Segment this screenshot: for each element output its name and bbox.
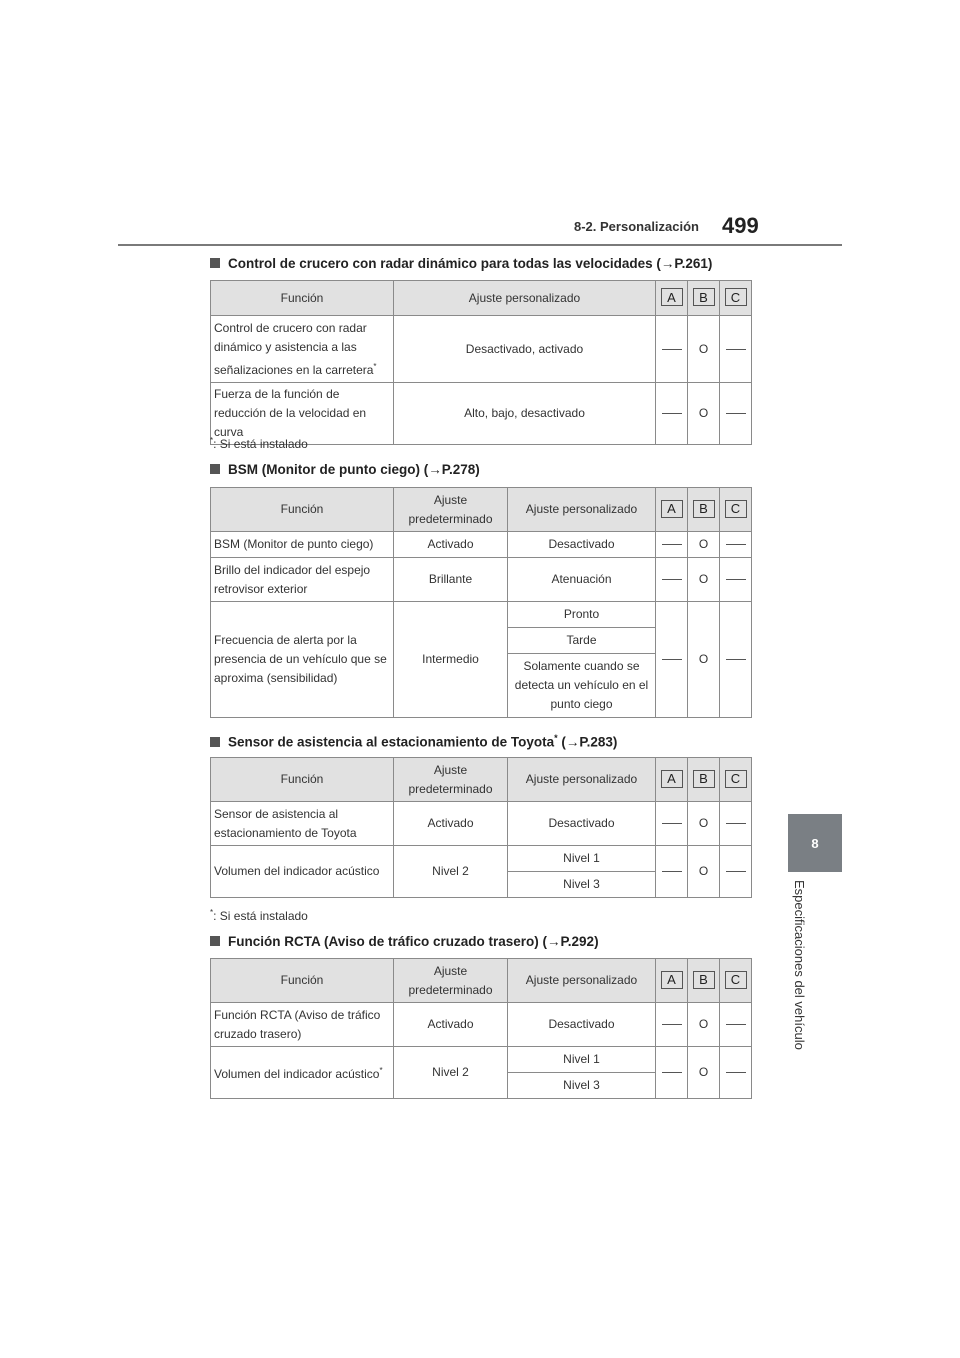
col-a xyxy=(656,281,688,316)
table-row xyxy=(211,1047,752,1073)
dash-icon xyxy=(726,659,746,660)
dash-icon xyxy=(726,1024,746,1025)
cell-c xyxy=(720,316,752,383)
section-heading-radar-cruise: Control de crucero con radar dinámico para todas las velocidades (→P.261) xyxy=(210,256,712,271)
col-custom-setting: Ajuste personalizado xyxy=(508,959,656,1003)
table-bsm xyxy=(210,487,752,718)
cell-c xyxy=(720,846,752,898)
page-number: 499 xyxy=(722,213,759,238)
cell-custom: Desactivado xyxy=(508,802,656,846)
footnote: *: Si está instalado xyxy=(210,436,308,451)
box-b-icon: B xyxy=(693,500,715,518)
col-c xyxy=(720,488,752,532)
cell-c xyxy=(720,558,752,602)
cell-c xyxy=(720,383,752,445)
cell-default: Activado xyxy=(394,1003,508,1047)
box-a-icon: A xyxy=(661,770,683,788)
cell-function: Control de crucero con radar dinámico y asistencia a las señalizaciones en la carretera* xyxy=(211,316,394,383)
cell-custom: Tarde xyxy=(508,628,656,654)
table-parking-sensor xyxy=(210,757,752,898)
cell-custom: Atenuación xyxy=(508,558,656,602)
col-function: Función xyxy=(211,758,394,802)
box-a-icon: A xyxy=(661,288,683,306)
cell-a xyxy=(656,558,688,602)
table-rcta xyxy=(210,958,752,1099)
col-a xyxy=(656,758,688,802)
cell-c xyxy=(720,602,752,718)
col-c xyxy=(720,758,752,802)
cell-a xyxy=(656,1047,688,1099)
square-bullet-icon xyxy=(210,464,220,474)
col-a xyxy=(656,959,688,1003)
col-c xyxy=(720,281,752,316)
cell-custom: Nivel 3 xyxy=(508,1073,656,1099)
box-b-icon: B xyxy=(693,770,715,788)
square-bullet-icon xyxy=(210,258,220,268)
cell-b: O xyxy=(688,316,720,383)
cell-function: Sensor de asistencia al estacionamiento de Toyota xyxy=(211,802,394,846)
col-b xyxy=(688,281,720,316)
col-default-setting: Ajuste predeterminado xyxy=(394,959,508,1003)
dash-icon xyxy=(662,823,682,824)
cell-c xyxy=(720,1003,752,1047)
col-function: Función xyxy=(211,488,394,532)
cell-function: Frecuencia de alerta por la presencia de un vehículo que se aproxima (sensibilidad) xyxy=(211,602,394,718)
table-row xyxy=(211,316,752,383)
col-custom-setting: Ajuste personalizado xyxy=(508,758,656,802)
cell-function: Fuerza de la función de reducción de la velocidad en curva xyxy=(211,383,394,445)
dash-icon xyxy=(662,579,682,580)
box-b-icon: B xyxy=(693,288,715,306)
cell-a xyxy=(656,383,688,445)
box-c-icon: C xyxy=(725,288,747,306)
cell-function: BSM (Monitor de punto ciego) xyxy=(211,532,394,558)
footnote: *: Si está instalado xyxy=(210,908,308,923)
cell-default: Activado xyxy=(394,532,508,558)
dash-icon xyxy=(662,1072,682,1073)
cell-custom: Desactivado xyxy=(508,532,656,558)
cell-a xyxy=(656,602,688,718)
cell-c xyxy=(720,532,752,558)
cell-b: O xyxy=(688,846,720,898)
table-row xyxy=(211,532,752,558)
cell-custom: Nivel 1 xyxy=(508,846,656,872)
table-header-row xyxy=(211,281,752,316)
dash-icon xyxy=(662,413,682,414)
cell-function: Función RCTA (Aviso de tráfico cruzado trasero) xyxy=(211,1003,394,1047)
section-heading-bsm: BSM (Monitor de punto ciego) (→P.278) xyxy=(210,462,480,477)
dash-icon xyxy=(726,871,746,872)
table-row xyxy=(211,802,752,846)
box-c-icon: C xyxy=(725,971,747,989)
dash-icon xyxy=(726,349,746,350)
table-radar-cruise xyxy=(210,280,752,445)
cell-default: Activado xyxy=(394,802,508,846)
cell-b: O xyxy=(688,602,720,718)
cell-c xyxy=(720,802,752,846)
cell-custom: Desactivado xyxy=(508,1003,656,1047)
section-heading-rcta: Función RCTA (Aviso de tráfico cruzado trasero) (→P.292) xyxy=(210,934,599,949)
cell-function: Brillo del indicador del espejo retrovisor exterior xyxy=(211,558,394,602)
cell-default: Nivel 2 xyxy=(394,1047,508,1099)
dash-icon xyxy=(726,1072,746,1073)
cell-a xyxy=(656,802,688,846)
box-b-icon: B xyxy=(693,971,715,989)
col-custom-setting: Ajuste personalizado xyxy=(508,488,656,532)
cell-c xyxy=(720,1047,752,1099)
cell-custom: Alto, bajo, desactivado xyxy=(394,383,656,445)
cell-b: O xyxy=(688,802,720,846)
cell-a xyxy=(656,316,688,383)
square-bullet-icon xyxy=(210,737,220,747)
dash-icon xyxy=(662,659,682,660)
col-b xyxy=(688,959,720,1003)
table-header-row xyxy=(211,488,752,532)
col-c xyxy=(720,959,752,1003)
chapter-label: Especificaciones del vehículo xyxy=(792,880,807,1050)
box-a-icon: A xyxy=(661,500,683,518)
cell-default: Intermedio xyxy=(394,602,508,718)
square-bullet-icon xyxy=(210,936,220,946)
dash-icon xyxy=(662,544,682,545)
dash-icon xyxy=(726,823,746,824)
section-heading-parking-sensor: Sensor de asistencia al estacionamiento de Toyota* (→P.283) xyxy=(210,733,617,750)
cell-a xyxy=(656,532,688,558)
box-c-icon: C xyxy=(725,770,747,788)
table-header-row xyxy=(211,758,752,802)
table-row xyxy=(211,558,752,602)
col-a xyxy=(656,488,688,532)
cell-b: O xyxy=(688,1047,720,1099)
cell-b: O xyxy=(688,383,720,445)
table-header-row xyxy=(211,959,752,1003)
cell-custom: Nivel 3 xyxy=(508,872,656,898)
cell-a xyxy=(656,846,688,898)
box-a-icon: A xyxy=(661,971,683,989)
col-default-setting: Ajuste predeterminado xyxy=(394,758,508,802)
dash-icon xyxy=(662,349,682,350)
cell-default: Nivel 2 xyxy=(394,846,508,898)
cell-custom: Pronto xyxy=(508,602,656,628)
section-title: 8-2. Personalización xyxy=(574,219,699,234)
header-rule xyxy=(118,244,842,246)
dash-icon xyxy=(662,871,682,872)
col-default-setting: Ajuste predeterminado xyxy=(394,488,508,532)
dash-icon xyxy=(726,544,746,545)
dash-icon xyxy=(726,413,746,414)
dash-icon xyxy=(726,579,746,580)
box-c-icon: C xyxy=(725,500,747,518)
col-function: Función xyxy=(211,959,394,1003)
col-custom-setting: Ajuste personalizado xyxy=(394,281,656,316)
cell-custom: Desactivado, activado xyxy=(394,316,656,383)
col-b xyxy=(688,488,720,532)
cell-function: Volumen del indicador acústico* xyxy=(211,1047,394,1099)
cell-a xyxy=(656,1003,688,1047)
table-row xyxy=(211,846,752,872)
cell-b: O xyxy=(688,558,720,602)
cell-function: Volumen del indicador acústico xyxy=(211,846,394,898)
dash-icon xyxy=(662,1024,682,1025)
cell-b: O xyxy=(688,1003,720,1047)
col-b xyxy=(688,758,720,802)
cell-b: O xyxy=(688,532,720,558)
col-function: Función xyxy=(211,281,394,316)
cell-custom: Solamente cuando se detecta un vehículo en el punto ciego xyxy=(508,654,656,718)
cell-default: Brillante xyxy=(394,558,508,602)
chapter-tab[interactable]: 8 xyxy=(788,814,842,872)
cell-custom: Nivel 1 xyxy=(508,1047,656,1073)
table-row xyxy=(211,602,752,628)
table-row xyxy=(211,1003,752,1047)
